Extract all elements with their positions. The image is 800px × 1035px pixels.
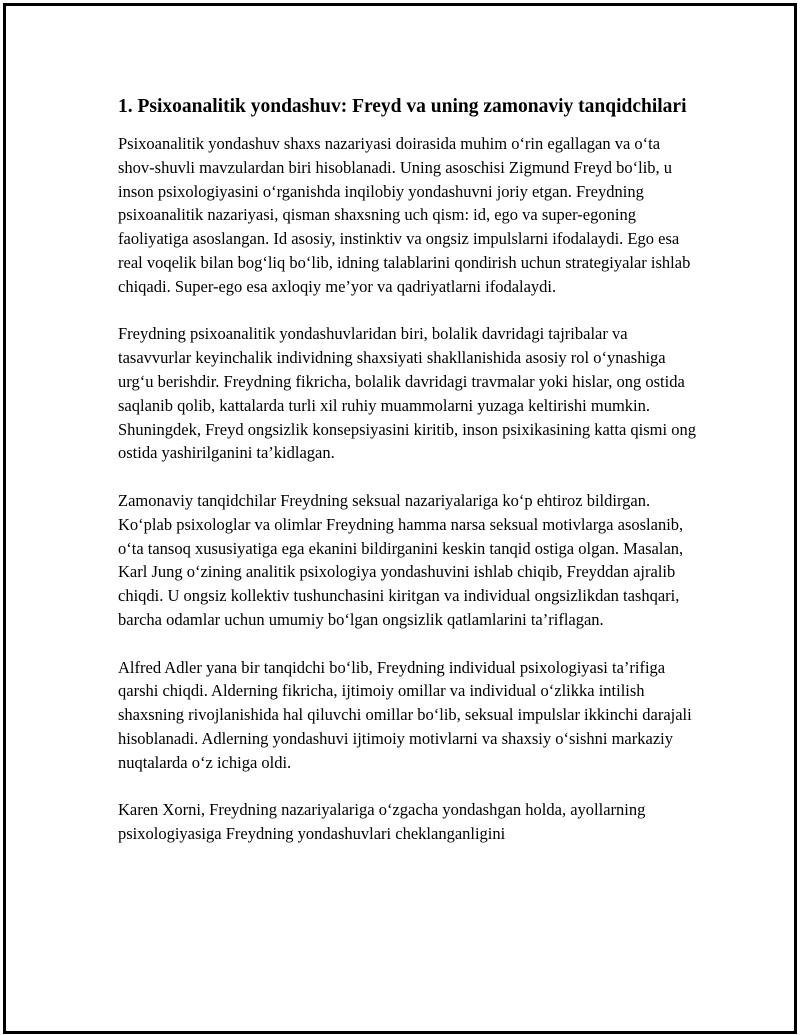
paragraph-4: Alfred Adler yana bir tanqidchi bo‘lib, Freydning individual psixologiyasi ta’rifiga qarshi chiqdi. Alderning fikricha, ijtimoiy omillar va individual o‘zlikka intilish shaxsning rivojlanishida hal qiluvchi omillar bo‘lib, seksual impulslar ikkinchi darajali hisoblanadi. Adlerning yondashuvi ijtimoiy motivlarni va shaxsiy o‘sishni markaziy nuqtalarda o‘z ichiga oldi. (118, 657, 692, 772)
paragraph-1: Psixoanalitik yondashuv shaxs nazariyasi doirasida muhim o‘rin egallagan va o‘ta shov-shuvli mavzulardan biri hisoblanadi. Uning asoschisi Zigmund Freyd bo‘lib, u inson psixologiyasini o‘rganishda inqilobiy yondashuvni joriy etgan. Freydning psixoanalitik nazariyasi, qisman shaxsning uch qism: id, ego va super-egoning faoliyatiga asoslangan. Id asosiy, instinktiv va ongsiz impulslarni ifodalaydi. Ego esa real voqelik bilan bog‘liq bo‘lib, idning talablarini qondirish uchun strategiyalar ishlab chiqadi. Super-ego esa axloqiy me’yor va qadriyatlarni ifodalaydi. (118, 134, 691, 296)
section-heading: 1. Psixoanalitik yondashuv: Freyd va uning zamonaviy tanqidchilari (118, 96, 687, 117)
document-body (118, 94, 698, 870)
paragraph-3: Zamonaviy tanqidchilar Freydning seksual nazariyalariga ko‘p ehtiroz bildirgan. Ko‘plab psixologlar va olimlar Freydning hamma narsa seksual motivlarga asoslanib, o‘ta tansoq xususiyatiga ega ekanini bildirganini keskin tanqid ostiga olgan. Masalan, Karl Jung o‘zining analitik psixologiya yondashuvini ishlab chiqib, Freyddan ajralib chiqdi. U ongsiz kollektiv tushunchasini kiritgan va individual ongsizlikdan tashqari, barcha odamlar uchun umumiy bo‘lgan ongsizlik qatlamlarini ta’riflagan. (118, 490, 684, 629)
paragraph-2: Freydning psixoanalitik yondashuvlaridan biri, bolalik davridagi tajribalar va tasavvurlar keyinchalik individning shaxsiyati shakllanishida asosiy rol o‘ynashiga urg‘u berishdir. Freydning fikricha, bolalik davridagi travmalar yoki hislar, ong ostida saqlanib qolib, kattalarda turli xil ruhiy muammolarni yuzaga keltirishi mumkin. Shuningdek, Freyd ongsizlik konsepsiyasini kiritib, inson psixikasining katta qismi ong ostida yashirilganini ta’kidlagan. (118, 324, 696, 463)
paragraph-5: Karen Xorni, Freydning nazariyalariga o‘zgacha yondashgan holda, ayollarning psixologiyasiga Freydning yondashuvlari cheklanganligini (118, 800, 646, 844)
